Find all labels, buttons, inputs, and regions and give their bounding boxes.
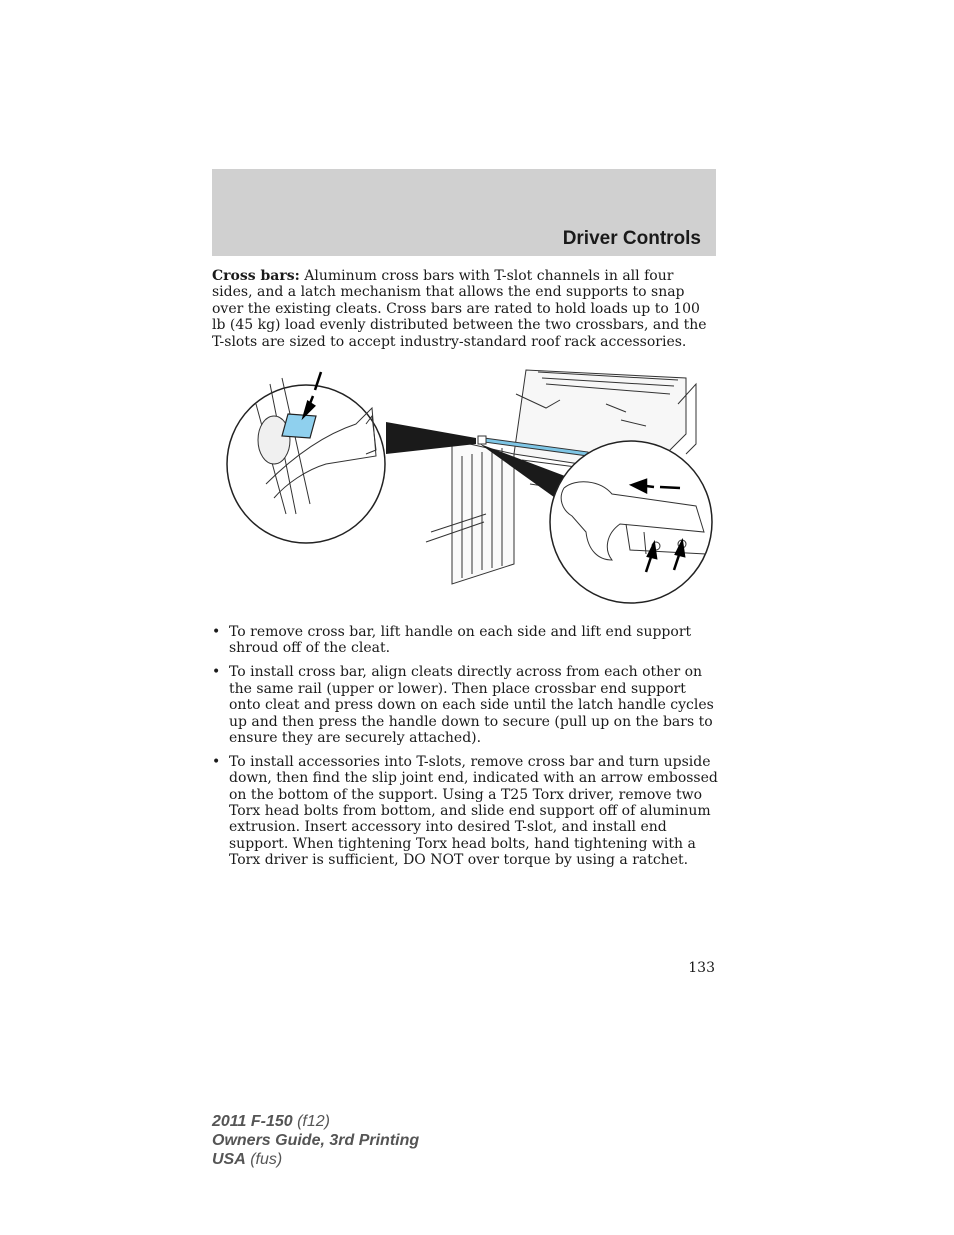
list-item-text: To remove cross bar, lift handle on each side and lift end support shroud off of the cleat. [229, 624, 692, 657]
instruction-list [212, 624, 720, 876]
intro-paragraph [212, 268, 716, 350]
page-number: 133 [688, 960, 715, 976]
footer-line-region: USA (fus) [212, 1151, 283, 1168]
footer-line-model: 2011 F-150 (f12) [212, 1113, 330, 1130]
footer-line-guide: Owners Guide, 3rd Printing [212, 1132, 420, 1149]
left-detail-circle [227, 372, 385, 543]
list-item [212, 624, 720, 657]
right-detail-circle [550, 441, 712, 603]
section-header-band [212, 169, 716, 256]
bullet-symbol: • [212, 664, 221, 681]
intro-lead: Cross bars: [212, 268, 300, 284]
list-item [212, 754, 720, 869]
footer-publication-info [212, 1112, 419, 1169]
list-item-text: To install cross bar, align cleats directly across from each other on the same rail (upper or lower). Then place crossbar end support onto cleat and press down on each side until the latch handle cycles up and then press the handle down to secure (pull up on the bars to ensure they are securely attached). [229, 664, 714, 746]
bullet-symbol: • [212, 624, 221, 640]
bullet-symbol: • [212, 753, 221, 770]
latch-handle-highlight [282, 414, 316, 438]
cross-bar-illustration [226, 364, 714, 604]
list-item-text: To install accessories into T-slots, remove cross bar and turn upside down, then find the slip joint end, indicated with an arrow embossed on the bottom of the support. Using a T25 Torx driver, remove two Torx head bolts from bottom, and slide end support off of aluminum extrusion. Insert accessory into desired T-slot, and install end support. When tightening Torx head bolts, hand tightening with a Torx driver is sufficient, DO NOT over torque by using a ratchet. [229, 753, 718, 869]
section-title: Driver Controls [562, 228, 701, 249]
list-item [212, 664, 720, 746]
intro-text: Aluminum cross bars with T-slot channels in all four sides, and a latch mechanism that allows the end supports to snap over the existing cleats. Cross bars are rated to hold loads up to 100 lb (45 kg) load evenly distributed between the two crossbars, and the T-slots are sized to accept industry-standard roof rack accessories. [212, 268, 707, 350]
